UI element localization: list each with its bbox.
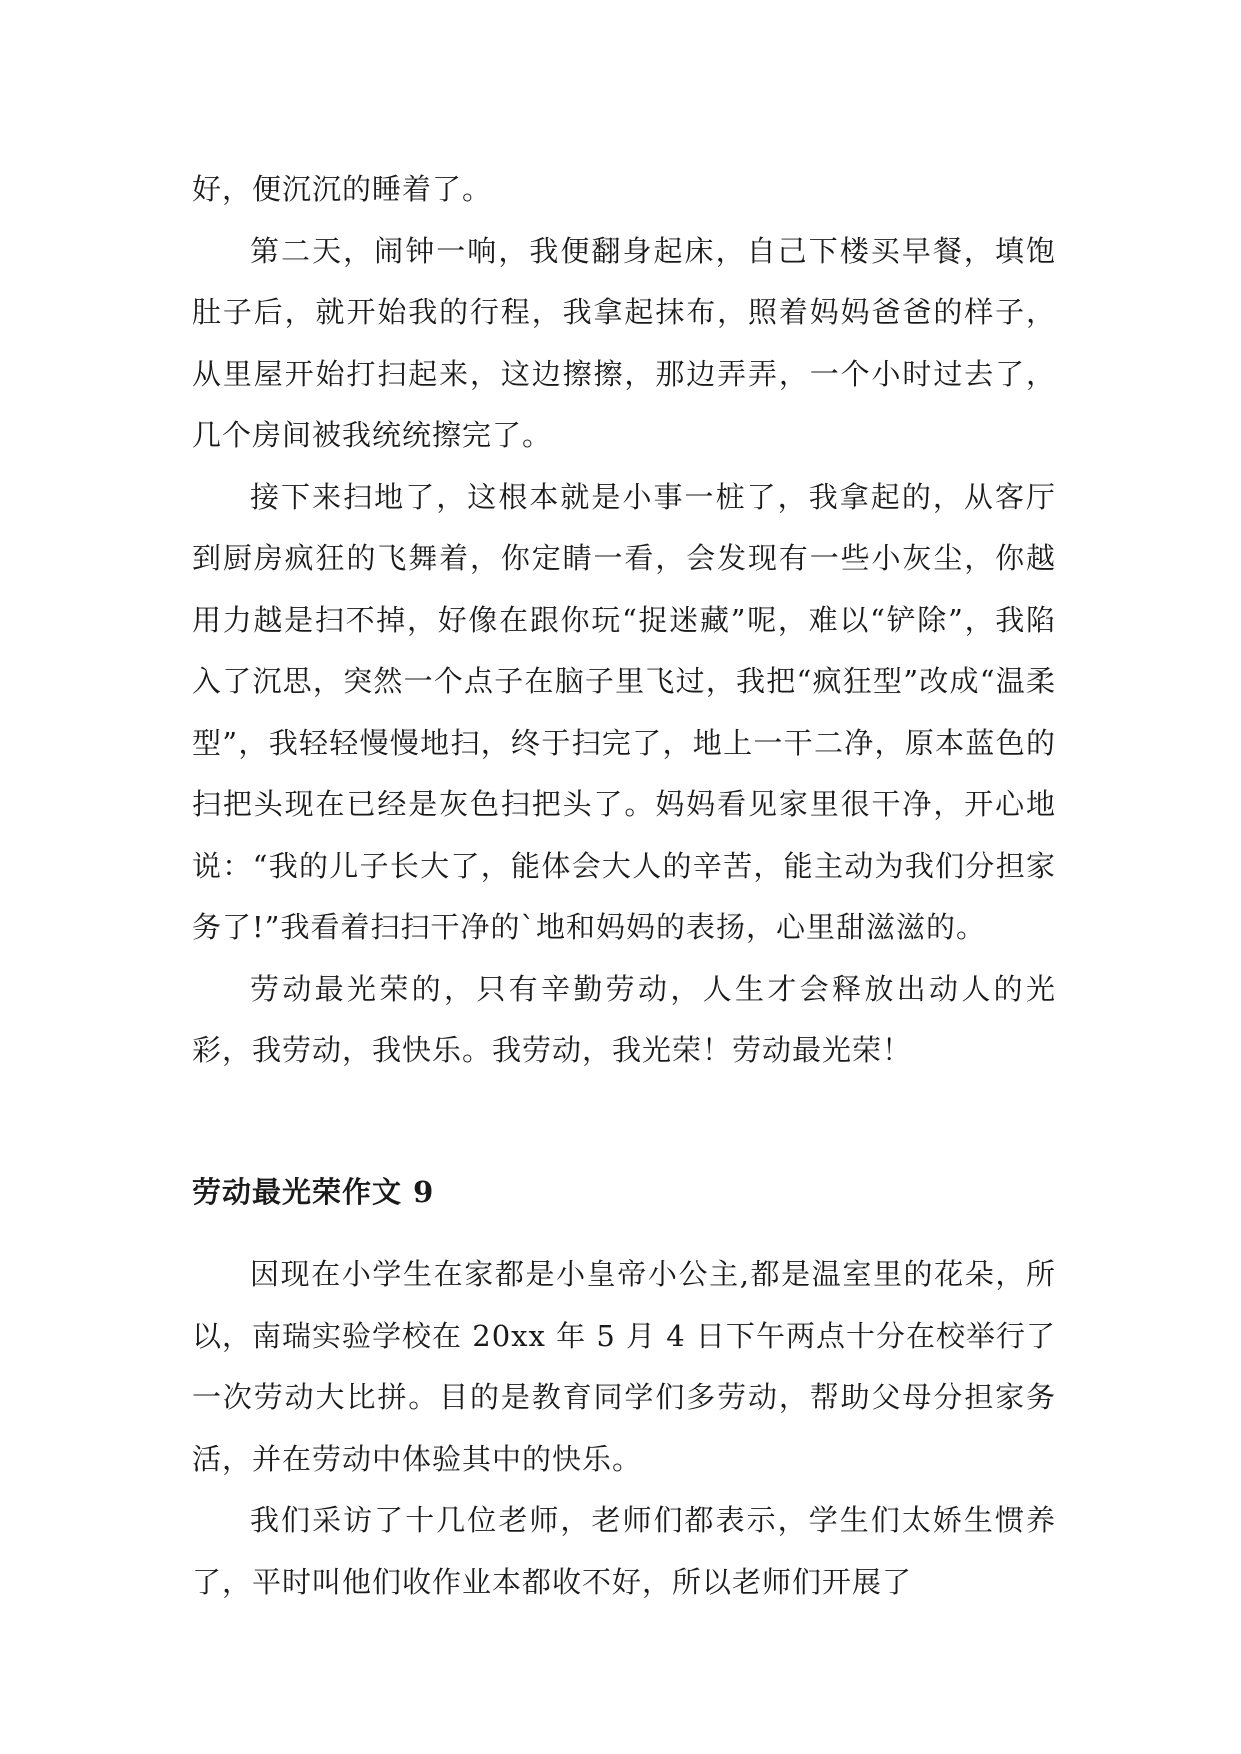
paragraph: 因现在小学生在家都是小皇帝小公主,都是温室里的花朵，所以，南瑞实验学校在 20xx 年 5 月 4 日下午两点十分在校举行了一次劳动大比拼。目的是教育同学们多劳动，帮助父母分担家务活，并在劳动中体验其中的快乐。: [192, 1257, 1056, 1476]
paragraph: 第二天，闹钟一响，我便翻身起床，自己下楼买早餐，填饱肚子后，就开始我的行程，我拿起抹布，照着妈妈爸爸的样子，从里屋开始打扫起来，这边擦擦，那边弄弄，一个小时过去了，几个房间被我统统擦完了。: [192, 233, 1056, 452]
paragraph: 我们采访了十几位老师，老师们都表示，学生们太娇生惯养了，平时叫他们收作业本都收不好，所以老师们开展了: [192, 1503, 1056, 1599]
essay-heading-block: [192, 1162, 1056, 1224]
essay-title: 劳动最光荣作文 9: [192, 1175, 435, 1209]
paragraph: 接下来扫地了，这根本就是小事一桩了，我拿起的，从客厅到厨房疯狂的飞舞着，你定睛一看，会发现有一些小灰尘，你越用力越是扫不掉，好像在跟你玩“捉迷藏”呢，难以“铲除”，我陷入了沉思，突然一个点子在脑子里飞过，我把“疯狂型”改成“温柔型”，我轻轻慢慢地扫，终于扫完了，地上一干二净，原本蓝色的扫把头现在已经是灰色扫把头了。妈妈看见家里很干净，开心地说：“我的儿子长大了，能体会大人的辛苦，能主动为我们分担家务了!”我看着扫扫干净的`地和妈妈的表扬，心里甜滋滋的。: [192, 479, 1056, 944]
paragraph: 好，便沉沉的睡着了。: [192, 172, 493, 206]
essay-continued: [192, 159, 1056, 1082]
paragraph: 劳动最光荣的，只有辛勤劳动，人生才会释放出动人的光彩，我劳动，我快乐。我劳动，我光荣！劳动最光荣！: [192, 971, 1056, 1067]
essay-9-body: [192, 1244, 1056, 1613]
